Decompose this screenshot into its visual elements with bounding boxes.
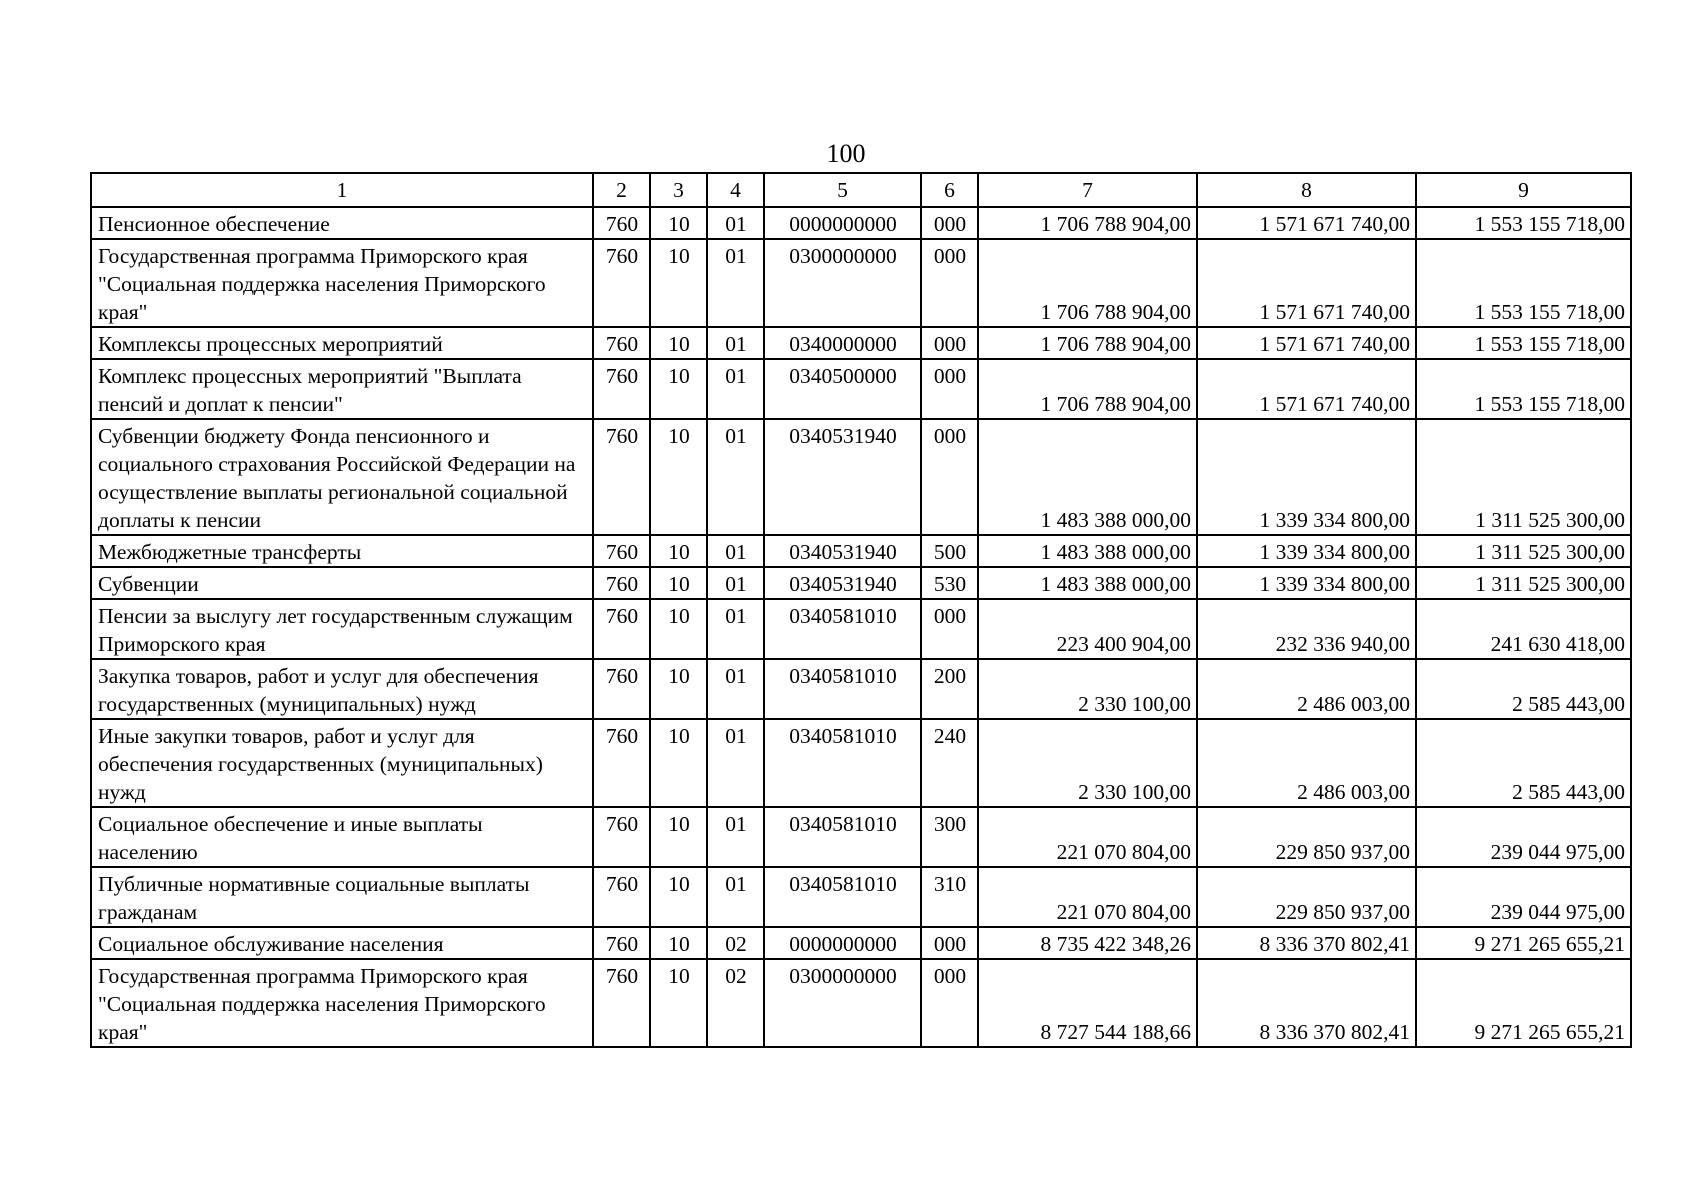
col4-code-cell: 01 <box>707 419 764 535</box>
amount-col9-cell: 1 311 525 300,00 <box>1416 419 1631 535</box>
row-name-cell: Иные закупки товаров, работ и услуг для обеспечения государственных (муниципальных) нужд <box>91 719 593 807</box>
col4-code-cell: 01 <box>707 535 764 567</box>
col2-code-cell: 760 <box>593 207 650 239</box>
row-name-cell: Пенсии за выслугу лет государственным служащим Приморского края <box>91 599 593 659</box>
amount-col8-cell: 1 339 334 800,00 <box>1197 535 1416 567</box>
amount-col9-cell: 239 044 975,00 <box>1416 807 1631 867</box>
col3-code-cell: 10 <box>650 927 707 959</box>
col2-code-cell: 760 <box>593 959 650 1047</box>
amount-col7-cell: 8 735 422 348,26 <box>978 927 1197 959</box>
amount-col7-cell: 1 706 788 904,00 <box>978 327 1197 359</box>
col5-code-cell: 0340581010 <box>764 807 921 867</box>
col4-code-cell: 01 <box>707 239 764 327</box>
col2-code-cell: 760 <box>593 927 650 959</box>
col5-code-cell: 0300000000 <box>764 959 921 1047</box>
col4-code-cell: 02 <box>707 959 764 1047</box>
amount-col8-cell: 1 339 334 800,00 <box>1197 419 1416 535</box>
col2-code-cell: 760 <box>593 359 650 419</box>
col5-code-cell: 0340000000 <box>764 327 921 359</box>
col2-code-cell: 760 <box>593 239 650 327</box>
table-row <box>91 535 1631 567</box>
amount-col8-cell: 2 486 003,00 <box>1197 719 1416 807</box>
col5-code-cell: 0340531940 <box>764 419 921 535</box>
amount-col7-cell: 1 483 388 000,00 <box>978 567 1197 599</box>
amount-col7-cell: 221 070 804,00 <box>978 807 1197 867</box>
row-name-cell: Государственная программа Приморского края "Социальная поддержка населения Приморского края" <box>91 959 593 1047</box>
amount-col9-cell: 1 311 525 300,00 <box>1416 567 1631 599</box>
col3-code-cell: 10 <box>650 207 707 239</box>
row-name-cell: Государственная программа Приморского края "Социальная поддержка населения Приморского края" <box>91 239 593 327</box>
col4-code-cell: 01 <box>707 659 764 719</box>
column-header-8: 8 <box>1197 173 1416 207</box>
amount-col9-cell: 9 271 265 655,21 <box>1416 959 1631 1047</box>
amount-col7-cell: 8 727 544 188,66 <box>978 959 1197 1047</box>
table-row <box>91 327 1631 359</box>
col2-code-cell: 760 <box>593 535 650 567</box>
col3-code-cell: 10 <box>650 719 707 807</box>
amount-col7-cell: 2 330 100,00 <box>978 719 1197 807</box>
table-row <box>91 359 1631 419</box>
table-row <box>91 239 1631 327</box>
col4-code-cell: 01 <box>707 599 764 659</box>
col5-code-cell: 0300000000 <box>764 239 921 327</box>
col4-code-cell: 02 <box>707 927 764 959</box>
row-name-cell: Социальное обеспечение и иные выплаты населению <box>91 807 593 867</box>
col2-code-cell: 760 <box>593 807 650 867</box>
table-row <box>91 807 1631 867</box>
column-header-4: 4 <box>707 173 764 207</box>
col6-code-cell: 000 <box>921 359 978 419</box>
amount-col8-cell: 2 486 003,00 <box>1197 659 1416 719</box>
table-row <box>91 567 1631 599</box>
col3-code-cell: 10 <box>650 959 707 1047</box>
col6-code-cell: 300 <box>921 807 978 867</box>
row-name-cell: Социальное обслуживание населения <box>91 927 593 959</box>
amount-col7-cell: 1 706 788 904,00 <box>978 239 1197 327</box>
column-header-9: 9 <box>1416 173 1631 207</box>
table-row <box>91 719 1631 807</box>
col3-code-cell: 10 <box>650 239 707 327</box>
amount-col8-cell: 8 336 370 802,41 <box>1197 927 1416 959</box>
col2-code-cell: 760 <box>593 419 650 535</box>
col5-code-cell: 0340581010 <box>764 867 921 927</box>
column-header-5: 5 <box>764 173 921 207</box>
col5-code-cell: 0340531940 <box>764 567 921 599</box>
col4-code-cell: 01 <box>707 359 764 419</box>
amount-col9-cell: 241 630 418,00 <box>1416 599 1631 659</box>
amount-col7-cell: 1 483 388 000,00 <box>978 419 1197 535</box>
col3-code-cell: 10 <box>650 535 707 567</box>
amount-col8-cell: 1 571 671 740,00 <box>1197 359 1416 419</box>
table-row <box>91 959 1631 1047</box>
amount-col8-cell: 1 571 671 740,00 <box>1197 207 1416 239</box>
col3-code-cell: 10 <box>650 807 707 867</box>
col4-code-cell: 01 <box>707 207 764 239</box>
column-header-1: 1 <box>91 173 593 207</box>
col4-code-cell: 01 <box>707 327 764 359</box>
row-name-cell: Пенсионное обеспечение <box>91 207 593 239</box>
amount-col7-cell: 1 483 388 000,00 <box>978 535 1197 567</box>
col3-code-cell: 10 <box>650 659 707 719</box>
amount-col8-cell: 232 336 940,00 <box>1197 599 1416 659</box>
col4-code-cell: 01 <box>707 867 764 927</box>
amount-col9-cell: 1 311 525 300,00 <box>1416 535 1631 567</box>
col2-code-cell: 760 <box>593 599 650 659</box>
col3-code-cell: 10 <box>650 327 707 359</box>
row-name-cell: Комплексы процессных мероприятий <box>91 327 593 359</box>
amount-col9-cell: 239 044 975,00 <box>1416 867 1631 927</box>
table-body <box>91 207 1631 1047</box>
amount-col9-cell: 2 585 443,00 <box>1416 719 1631 807</box>
col6-code-cell: 000 <box>921 239 978 327</box>
amount-col8-cell: 229 850 937,00 <box>1197 867 1416 927</box>
table-row <box>91 207 1631 239</box>
amount-col8-cell: 1 339 334 800,00 <box>1197 567 1416 599</box>
page-number: 100 <box>826 139 866 168</box>
amount-col7-cell: 2 330 100,00 <box>978 659 1197 719</box>
col6-code-cell: 200 <box>921 659 978 719</box>
col6-code-cell: 000 <box>921 959 978 1047</box>
col6-code-cell: 000 <box>921 327 978 359</box>
table-row <box>91 927 1631 959</box>
column-header-7: 7 <box>978 173 1197 207</box>
col3-code-cell: 10 <box>650 867 707 927</box>
col4-code-cell: 01 <box>707 807 764 867</box>
row-name-cell: Межбюджетные трансферты <box>91 535 593 567</box>
col5-code-cell: 0340581010 <box>764 599 921 659</box>
amount-col8-cell: 1 571 671 740,00 <box>1197 327 1416 359</box>
col6-code-cell: 000 <box>921 419 978 535</box>
col6-code-cell: 530 <box>921 567 978 599</box>
col3-code-cell: 10 <box>650 599 707 659</box>
budget-table <box>90 172 1632 1048</box>
row-name-cell: Публичные нормативные социальные выплаты гражданам <box>91 867 593 927</box>
col5-code-cell: 0000000000 <box>764 927 921 959</box>
amount-col8-cell: 8 336 370 802,41 <box>1197 959 1416 1047</box>
col2-code-cell: 760 <box>593 327 650 359</box>
table-row <box>91 659 1631 719</box>
table-row <box>91 599 1631 659</box>
col3-code-cell: 10 <box>650 567 707 599</box>
amount-col9-cell: 1 553 155 718,00 <box>1416 327 1631 359</box>
amount-col9-cell: 1 553 155 718,00 <box>1416 359 1631 419</box>
amount-col7-cell: 223 400 904,00 <box>978 599 1197 659</box>
col4-code-cell: 01 <box>707 567 764 599</box>
col2-code-cell: 760 <box>593 567 650 599</box>
col5-code-cell: 0340531940 <box>764 535 921 567</box>
column-header-6: 6 <box>921 173 978 207</box>
amount-col7-cell: 1 706 788 904,00 <box>978 207 1197 239</box>
table-row <box>91 867 1631 927</box>
amount-col9-cell: 1 553 155 718,00 <box>1416 239 1631 327</box>
col6-code-cell: 000 <box>921 599 978 659</box>
amount-col8-cell: 1 571 671 740,00 <box>1197 239 1416 327</box>
col3-code-cell: 10 <box>650 359 707 419</box>
amount-col9-cell: 9 271 265 655,21 <box>1416 927 1631 959</box>
col2-code-cell: 760 <box>593 867 650 927</box>
table-row <box>91 419 1631 535</box>
col3-code-cell: 10 <box>650 419 707 535</box>
amount-col9-cell: 2 585 443,00 <box>1416 659 1631 719</box>
header-row <box>91 173 1631 207</box>
row-name-cell: Субвенции <box>91 567 593 599</box>
row-name-cell: Комплекс процессных мероприятий "Выплата пенсий и доплат к пенсии" <box>91 359 593 419</box>
row-name-cell: Субвенции бюджету Фонда пенсионного и социального страхования Российской Федерации на осуществление выплаты региональной социальной доплаты к пенсии <box>91 419 593 535</box>
col5-code-cell: 0340581010 <box>764 719 921 807</box>
col2-code-cell: 760 <box>593 719 650 807</box>
amount-col8-cell: 229 850 937,00 <box>1197 807 1416 867</box>
col4-code-cell: 01 <box>707 719 764 807</box>
amount-col9-cell: 1 553 155 718,00 <box>1416 207 1631 239</box>
col5-code-cell: 0340500000 <box>764 359 921 419</box>
amount-col7-cell: 1 706 788 904,00 <box>978 359 1197 419</box>
col5-code-cell: 0000000000 <box>764 207 921 239</box>
col6-code-cell: 500 <box>921 535 978 567</box>
col6-code-cell: 000 <box>921 927 978 959</box>
amount-col7-cell: 221 070 804,00 <box>978 867 1197 927</box>
column-header-3: 3 <box>650 173 707 207</box>
col6-code-cell: 310 <box>921 867 978 927</box>
col2-code-cell: 760 <box>593 659 650 719</box>
row-name-cell: Закупка товаров, работ и услуг для обеспечения государственных (муниципальных) нужд <box>91 659 593 719</box>
col6-code-cell: 240 <box>921 719 978 807</box>
col6-code-cell: 000 <box>921 207 978 239</box>
col5-code-cell: 0340581010 <box>764 659 921 719</box>
column-header-2: 2 <box>593 173 650 207</box>
